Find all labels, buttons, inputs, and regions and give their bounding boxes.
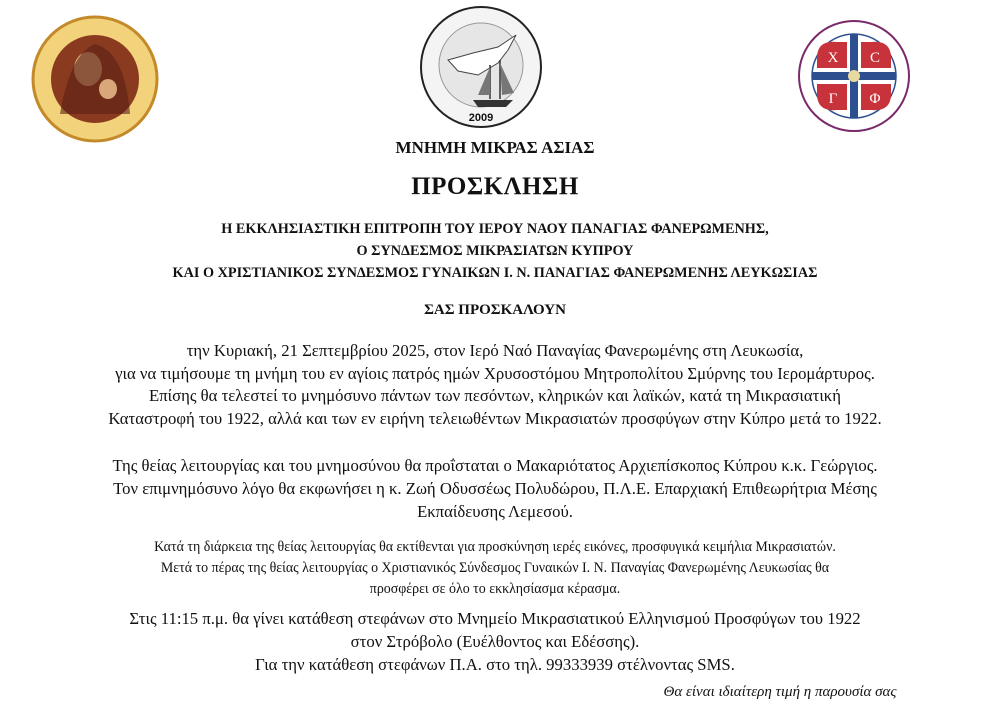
text-line: Επίσης θα τελεστεί το μνημόσυνο πάντων των πεσόντων, κληρικών και λαϊκών, κατά τη Μικρασιατική — [149, 386, 841, 406]
text-line: Μετά το πέρας της θείας λειτουργίας ο Χριστιανικός Σύνδεσμος Γυναικών Ι. Ν. Παναγίας Φανερωμένης Λευκωσίας θα — [160, 560, 830, 576]
closing-line: Θα είναι ιδιαίτερη τιμή η παρουσία σας — [663, 684, 897, 700]
logo-year: 2009 — [468, 112, 494, 124]
text-line: την Κυριακή, 21 Σεπτεμβρίου 2025, στον Ιερό Ναό Παναγίας Φανερωμένης στη Λευκωσία, — [186, 341, 804, 360]
letter-phi: Φ — [869, 91, 881, 107]
organizer-line: ΚΑΙ Ο ΧΡΙΣΤΙΑΝΙΚΟΣ ΣΥΝΔΕΣΜΟΣ ΓΥΝΑΙΚΩΝ Ι. Ν. ΠΑΝΑΓΙΑΣ ΦΑΝΕΡΩΜΕΝΗΣ ΛΕΥΚΩΣΙΑΣ — [172, 265, 818, 281]
paragraph-event — [0, 340, 990, 431]
letter-c: C — [869, 50, 881, 66]
association-logo — [418, 5, 544, 129]
paragraph-wreath — [0, 607, 990, 676]
text-line: Εκπαίδευσης Λεμεσού. — [417, 502, 573, 521]
womens-association-logo — [795, 20, 913, 132]
page-title: ΠΡΟΣΚΛΗΣΗ — [411, 173, 579, 200]
organizers — [0, 218, 990, 284]
text-line: στον Στρόβολο (Ευέλθοντος και Εδέσσης). — [350, 632, 640, 651]
invite-heading: ΣΑΣ ΠΡΟΣΚΑΛΟΥΝ — [424, 302, 566, 318]
heading: ΜΝΗΜΗ ΜΙΚΡΑΣ ΑΣΙΑΣ — [395, 138, 595, 157]
text-line: Της θείας λειτουργίας και του μνημοσύνου θα προΐσταται ο Μακαριότατος Αρχιεπίσκοπος Κύπρου κ.κ. Γεώργιος. — [112, 456, 878, 475]
paragraph-liturgy — [0, 454, 990, 523]
text-line: Για την κατάθεση στεφάνων Π.Α. στο τηλ. 99333939 στέλνοντας SMS. — [255, 655, 735, 674]
text-line: Καταστροφή του 1922, αλλά και των εν ειρήνη τελειωθέντων Μικρασιατών προσφύγων στην Κύπρο μετά το 1922. — [108, 409, 882, 429]
paragraph-exhibition — [0, 537, 990, 600]
organizer-line: Ο ΣΥΝΔΕΣΜΟΣ ΜΙΚΡΑΣΙΑΤΩΝ ΚΥΠΡΟΥ — [356, 243, 634, 259]
text-line: Τον επιμνημόσυνο λόγο θα εκφωνήσει η κ. Ζωή Οδυσσέως Πολυδώρου, Π.Λ.Ε. Επαρχιακή Επιθεωρήτρια Μέσης — [113, 479, 877, 498]
church-icon-logo — [30, 14, 160, 144]
organizer-line: Η ΕΚΚΛΗΣΙΑΣΤΙΚΗ ΕΠΙΤΡΟΠΗ ΤΟΥ ΙΕΡΟΥ ΝΑΟΥ ΠΑΝΑΓΙΑΣ ΦΑΝΕΡΩΜΕΝΗΣ, — [221, 221, 769, 237]
letter-chi: Χ — [827, 50, 839, 66]
text-line: για να τιμήσουμε τη μνήμη του εν αγίοις πατρός ημών Χρυσοστόμου Μητροπολίτου Σμύρνης του Ιερομάρτυρος. — [115, 363, 875, 383]
text-line: Κατά τη διάρκεια της θείας λειτουργίας θα εκτίθενται για προσκύνηση ιερές εικόνες, προσφυγικά κειμήλια Μικρασιατών. — [154, 539, 836, 555]
text-line: προσφέρει σε όλο το εκκλησίασμα κέρασμα. — [369, 581, 621, 597]
letter-gamma: Γ — [828, 91, 838, 107]
text-line: Στις 11:15 π.μ. θα γίνει κατάθεση στεφάνων στο Μνημείο Μικρασιατικού Ελληνισμού Προσφύγων του 1922 — [129, 609, 861, 628]
